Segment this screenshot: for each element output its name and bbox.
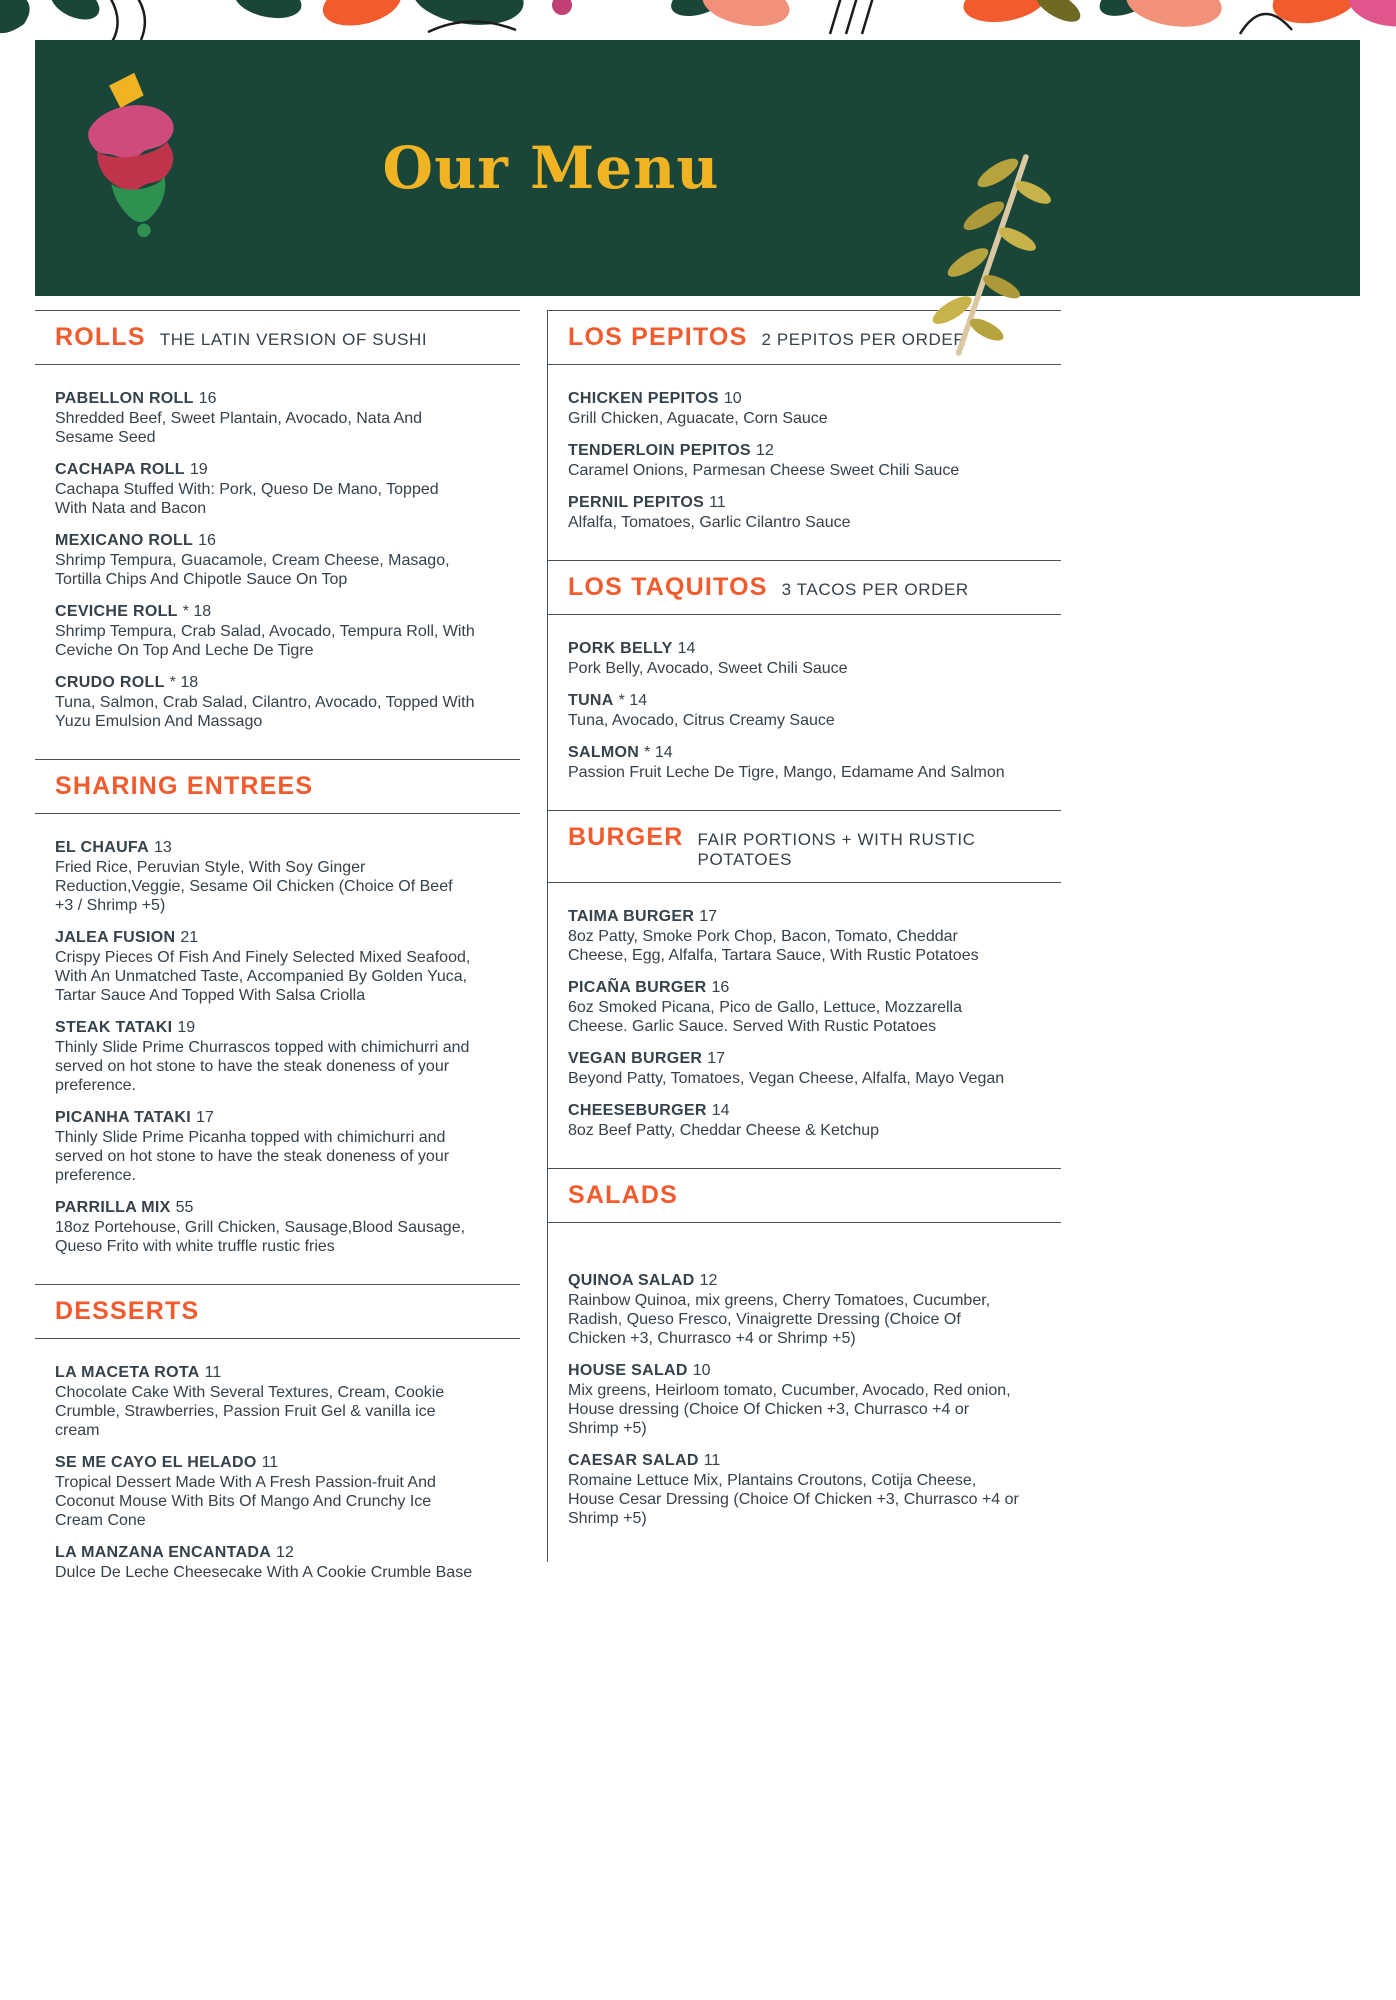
item-price: 11	[204, 1364, 222, 1381]
item-name-line	[55, 1018, 520, 1037]
section-items	[548, 1223, 1061, 1556]
menu-column-left	[35, 310, 520, 1610]
item-description: Rainbow Quinoa, mix greens, Cherry Tomatoes, Cucumber, Radish, Queso Fresco, Vinaigrette Dressing (Choice Of Chicken +3, Churrasco +4 or Shrimp +5)	[568, 1292, 991, 1347]
item-description: Beyond Patty, Tomatoes, Vegan Cheese, Alfalfa, Mayo Vegan	[568, 1070, 1005, 1087]
item-name-line	[568, 691, 1061, 710]
menu-item	[568, 743, 1061, 782]
item-name-line	[55, 531, 520, 550]
menu-header-banner	[35, 40, 1360, 296]
item-name-line	[568, 1101, 1061, 1120]
menu-item	[55, 1198, 520, 1256]
section-subtitle: THE LATIN VERSION OF SUSHI	[159, 330, 428, 349]
item-name-line	[55, 1543, 520, 1562]
item-name: CEVICHE ROLL	[55, 603, 178, 620]
item-price: * 14	[618, 692, 648, 709]
menu-item	[55, 1543, 520, 1582]
item-name: VEGAN BURGER	[568, 1050, 703, 1067]
menu-item	[55, 1453, 520, 1530]
item-price: 55	[175, 1199, 194, 1216]
item-price: 19	[189, 461, 208, 478]
item-name: SE ME CAYO EL HELADO	[55, 1454, 257, 1471]
item-name-line	[568, 1451, 1061, 1470]
menu-item	[55, 1108, 520, 1185]
item-name-line	[568, 389, 1061, 408]
item-description: Tropical Dessert Made With A Fresh Passion-fruit And Coconut Mouse With Bits Of Mango And Crunchy Ice Cream Cone	[55, 1474, 436, 1529]
item-name: PICAÑA BURGER	[568, 979, 707, 996]
section-items	[35, 814, 520, 1284]
menu-item	[568, 389, 1061, 428]
item-name: CRUDO ROLL	[55, 674, 165, 691]
section-title: BURGER	[568, 823, 684, 851]
item-name: CHICKEN PEPITOS	[568, 390, 719, 407]
section-title: SALADS	[568, 1181, 678, 1209]
abstract-shapes-strip-icon	[0, 0, 1396, 42]
section-header	[35, 310, 520, 365]
item-name: TAIMA BURGER	[568, 908, 695, 925]
item-name: PERNIL PEPITOS	[568, 494, 705, 511]
menu-item	[568, 1101, 1061, 1140]
page-title: Our Menu	[382, 134, 720, 202]
item-name-line	[55, 838, 520, 857]
item-name-line	[55, 1108, 520, 1127]
section-items	[548, 365, 1061, 560]
section-title: SHARING ENTREES	[55, 772, 314, 800]
item-description: Dulce De Leche Cheesecake With A Cookie Crumble Base	[55, 1564, 473, 1581]
item-name: MEXICANO ROLL	[55, 532, 194, 549]
item-price: 16	[198, 390, 217, 407]
section-items	[35, 365, 520, 759]
item-price: 17	[196, 1109, 214, 1126]
item-description: Tuna, Avocado, Citrus Creamy Sauce	[568, 712, 835, 729]
item-price: 11	[703, 1452, 721, 1469]
item-description: Shrimp Tempura, Crab Salad, Avocado, Tempura Roll, With Ceviche On Top And Leche De Tigre	[55, 623, 475, 659]
item-description: Passion Fruit Leche De Tigre, Mango, Edamame And Salmon	[568, 764, 1005, 781]
section-title: LOS TAQUITOS	[568, 573, 768, 601]
item-name-line	[55, 602, 520, 621]
item-name: PARRILLA MIX	[55, 1199, 171, 1216]
section-header	[35, 1284, 520, 1339]
menu-item	[55, 1018, 520, 1095]
item-price: 17	[699, 908, 718, 925]
item-price: 19	[177, 1019, 196, 1036]
item-description: Caramel Onions, Parmesan Cheese Sweet Chili Sauce	[568, 462, 960, 479]
item-description: Mix greens, Heirloom tomato, Cucumber, Avocado, Red onion, House dressing (Choice Of Chicken +3, Churrasco +4 or Shrimp +5)	[568, 1382, 1011, 1437]
item-name: PABELLON ROLL	[55, 390, 194, 407]
item-name: TUNA	[568, 692, 614, 709]
item-name: CHEESEBURGER	[568, 1102, 707, 1119]
item-name-line	[568, 493, 1061, 512]
item-name: LA MACETA ROTA	[55, 1364, 200, 1381]
item-name: SALMON	[568, 744, 640, 761]
item-description: Fried Rice, Peruvian Style, With Soy Ginger Reduction,Veggie, Sesame Oil Chicken (Choice Of Beef +3 / Shrimp +5)	[55, 859, 453, 914]
section-title: ROLLS	[55, 323, 146, 351]
item-description: Thinly Slide Prime Picanha topped with chimichurri and served on hot stone to have the steak doneness of your preference.	[55, 1129, 450, 1184]
item-price: 13	[153, 839, 172, 856]
item-description: Shrimp Tempura, Guacamole, Cream Cheese, Masago, Tortilla Chips And Chipotle Sauce On Top	[55, 552, 450, 588]
menu-item	[55, 602, 520, 660]
item-price: * 18	[169, 674, 199, 691]
item-name: PICANHA TATAKI	[55, 1109, 192, 1126]
item-description: Romaine Lettuce Mix, Plantains Croutons, Cotija Cheese, House Cesar Dressing (Choice Of Chicken +3, Churrasco +4 or Shrimp +5)	[568, 1472, 1019, 1527]
item-description: Chocolate Cake With Several Textures, Cream, Cookie Crumble, Strawberries, Passion Fruit Gel & vanilla ice cream	[55, 1384, 445, 1439]
item-price: 10	[692, 1362, 711, 1379]
item-name-line	[568, 1271, 1061, 1290]
item-name: QUINOA SALAD	[568, 1272, 695, 1289]
item-name: JALEA FUSION	[55, 929, 176, 946]
menu-item	[568, 1049, 1061, 1088]
menu-item	[568, 1451, 1061, 1528]
section-subtitle: 2 PEPITOS PER ORDER	[761, 330, 967, 349]
item-name-line	[568, 1049, 1061, 1068]
item-description: 6oz Smoked Picana, Pico de Gallo, Lettuce, Mozzarella Cheese. Garlic Sauce. Served With Rustic Potatoes	[568, 999, 962, 1035]
item-price: * 18	[182, 603, 212, 620]
item-description: Thinly Slide Prime Churrascos topped with chimichurri and served on hot stone to have the steak doneness of your preference.	[55, 1039, 470, 1094]
item-name: PORK BELLY	[568, 640, 673, 657]
item-price: 16	[198, 532, 216, 549]
menu-item	[568, 493, 1061, 532]
item-name-line	[55, 460, 520, 479]
item-description: Cachapa Stuffed With: Pork, Queso De Mano, Topped With Nata and Bacon	[55, 481, 439, 517]
item-name: TENDERLOIN PEPITOS	[568, 442, 751, 459]
item-name-line	[568, 743, 1061, 762]
item-price: * 14	[644, 744, 673, 761]
menu-section-los-taquitos	[548, 560, 1061, 810]
pinata-icon	[80, 68, 188, 244]
item-name-line	[568, 907, 1061, 926]
item-description: 8oz Patty, Smoke Pork Chop, Bacon, Tomato, Cheddar Cheese, Egg, Alfalfa, Tartara Sauce, With Rustic Potatoes	[568, 928, 979, 964]
section-header	[548, 810, 1061, 883]
item-price: 21	[180, 929, 199, 946]
item-price: 12	[699, 1272, 718, 1289]
menu-section-salads	[548, 1168, 1061, 1556]
item-price: 11	[261, 1454, 279, 1471]
item-price: 12	[755, 442, 774, 459]
item-name: LA MANZANA ENCANTADA	[55, 1544, 272, 1561]
section-header	[548, 560, 1061, 615]
item-name: CACHAPA ROLL	[55, 461, 185, 478]
item-description: Grill Chicken, Aguacate, Corn Sauce	[568, 410, 828, 427]
section-items	[548, 883, 1061, 1168]
section-items	[35, 1339, 520, 1610]
menu-item	[55, 531, 520, 589]
item-description: Tuna, Salmon, Crab Salad, Cilantro, Avocado, Topped With Yuzu Emulsion And Massago	[55, 694, 475, 730]
item-name: STEAK TATAKI	[55, 1019, 173, 1036]
item-description: 8oz Beef Patty, Cheddar Cheese & Ketchup	[568, 1122, 880, 1139]
item-price: 11	[709, 494, 726, 511]
item-price: 14	[677, 640, 696, 657]
menu-item	[568, 978, 1061, 1036]
menu-item	[568, 691, 1061, 730]
item-price: 17	[707, 1050, 726, 1067]
leaf-branch-icon	[912, 148, 1052, 362]
item-price: 12	[276, 1544, 294, 1561]
menu-item	[568, 639, 1061, 678]
item-description: Alfalfa, Tomatoes, Garlic Cilantro Sauce	[568, 514, 851, 531]
item-name-line	[568, 639, 1061, 658]
item-description: 18oz Portehouse, Grill Chicken, Sausage,Blood Sausage, Queso Frito with white truffle rustic fries	[55, 1219, 466, 1255]
section-subtitle: 3 TACOS PER ORDER	[781, 580, 969, 599]
menu-section-burger	[548, 810, 1061, 1168]
item-name-line	[55, 1363, 520, 1382]
menu-item	[55, 389, 520, 447]
section-title: DESSERTS	[55, 1297, 200, 1325]
menu-item	[55, 673, 520, 731]
section-items	[548, 615, 1061, 810]
menu-section-desserts	[35, 1284, 520, 1610]
item-name-line	[55, 1453, 520, 1472]
item-name-line	[55, 673, 520, 692]
menu-item	[568, 441, 1061, 480]
section-title: LOS PEPITOS	[568, 323, 748, 351]
item-description: Pork Belly, Avocado, Sweet Chili Sauce	[568, 660, 848, 677]
menu-content	[35, 310, 1360, 1610]
menu-column-right	[547, 310, 1061, 1562]
item-name-line	[55, 1198, 520, 1217]
menu-section-sharing-entrees	[35, 759, 520, 1284]
menu-item	[55, 1363, 520, 1440]
section-header	[548, 1168, 1061, 1223]
menu-item	[55, 838, 520, 915]
item-name-line	[568, 441, 1061, 460]
item-name-line	[55, 928, 520, 947]
menu-item	[55, 928, 520, 1005]
item-name: CAESAR SALAD	[568, 1452, 699, 1469]
section-subtitle: FAIR PORTIONS + WITH RUSTIC POTATOES	[697, 830, 976, 869]
item-name-line	[55, 389, 520, 408]
menu-item	[568, 1271, 1061, 1348]
menu-item	[568, 1361, 1061, 1438]
item-name-line	[568, 1361, 1061, 1380]
menu-item	[568, 907, 1061, 965]
item-description: Crispy Pieces Of Fish And Finely Selected Mixed Seafood, With An Unmatched Taste, Accompanied By Golden Yuca, Tartar Sauce And Topped With Salsa Criolla	[55, 949, 471, 1004]
item-price: 10	[723, 390, 742, 407]
section-header	[35, 759, 520, 814]
item-name: HOUSE SALAD	[568, 1362, 688, 1379]
item-description: Shredded Beef, Sweet Plantain, Avocado, Nata And Sesame Seed	[55, 410, 423, 446]
item-name: EL CHAUFA	[55, 839, 149, 856]
item-price: 14	[711, 1102, 730, 1119]
item-name-line	[568, 978, 1061, 997]
item-price: 16	[711, 979, 730, 996]
menu-item	[55, 460, 520, 518]
menu-section-rolls	[35, 310, 520, 759]
